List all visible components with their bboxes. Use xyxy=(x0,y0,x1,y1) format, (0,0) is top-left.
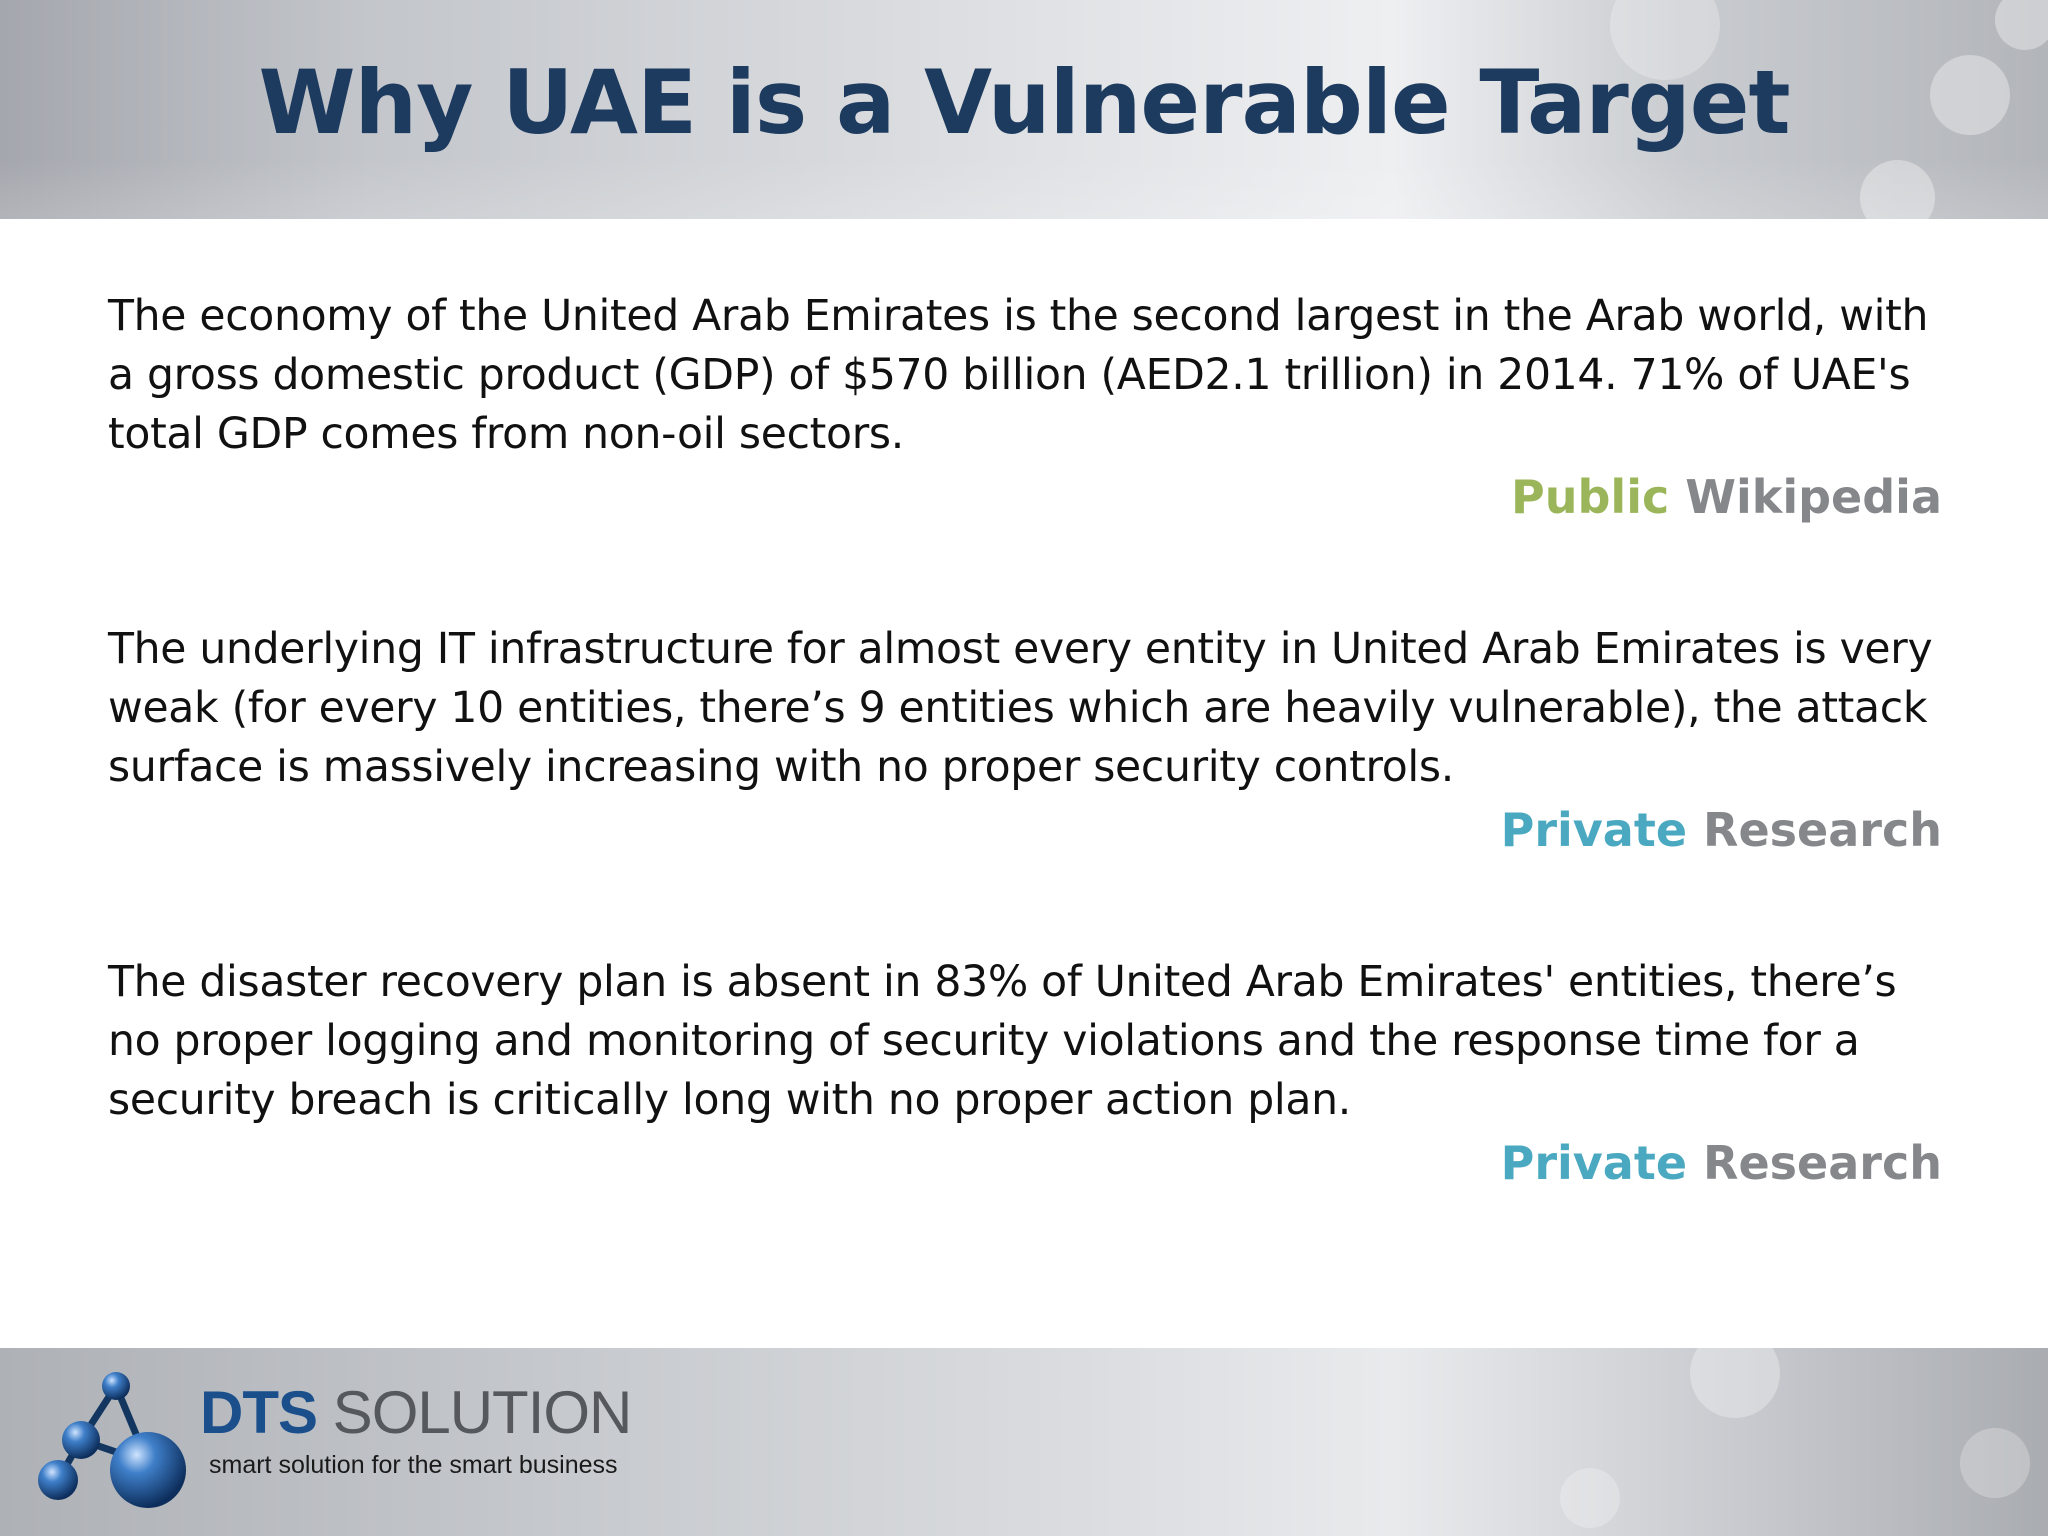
source-type: Private xyxy=(1500,1136,1688,1190)
decorative-bubble xyxy=(1860,160,1935,219)
source-label xyxy=(1501,1135,1942,1191)
content-item-disaster-recovery xyxy=(108,953,1948,1130)
item-text: The disaster recovery plan is absent in 83% of United Arab Emirates' entities, there’s no proper logging and monitoring of security violations and the response time for a security breach is critically long with no proper action plan. xyxy=(108,958,1897,1125)
slide-title: Why UAE is a Vulnerable Target xyxy=(258,51,1790,154)
slide-footer xyxy=(0,1348,2048,1536)
source-type: Private xyxy=(1500,803,1688,857)
dts-molecule-logo-icon xyxy=(36,1368,196,1518)
decorative-bubble xyxy=(1560,1468,1620,1528)
content-item-infrastructure xyxy=(108,620,1948,797)
decorative-bubble xyxy=(1960,1428,2030,1498)
source-label xyxy=(1501,802,1942,858)
brand-tagline: smart solution for the smart business xyxy=(209,1451,618,1479)
source-label xyxy=(1511,469,1942,525)
content-item-economy xyxy=(108,287,1948,464)
item-text: The economy of the United Arab Emirates is the second largest in the Arab world, with a gross domestic product (GDP) of $570 billion (AED2.1 trillion) in 2014. 71% of UAE's total GDP comes from non-oil sectors. xyxy=(108,292,1929,459)
brand-name-bold: DTS xyxy=(200,1379,317,1446)
brand-name xyxy=(200,1378,631,1448)
source-name: Wikipedia xyxy=(1685,470,1942,524)
decorative-bubble xyxy=(1690,1348,1780,1418)
source-name: Research xyxy=(1703,1136,1942,1190)
brand-name-rest: SOLUTION xyxy=(332,1379,632,1446)
item-text: The underlying IT infrastructure for almost every entity in United Arab Emirates is very weak (for every 10 entities, there’s 9 entities which are heavily vulnerable), the attack surface is massively increasing with no proper security controls. xyxy=(108,625,1933,792)
slide-header xyxy=(0,0,2048,219)
decorative-bubble xyxy=(1995,0,2048,50)
source-type: Public xyxy=(1511,470,1670,524)
source-name: Research xyxy=(1703,803,1942,857)
